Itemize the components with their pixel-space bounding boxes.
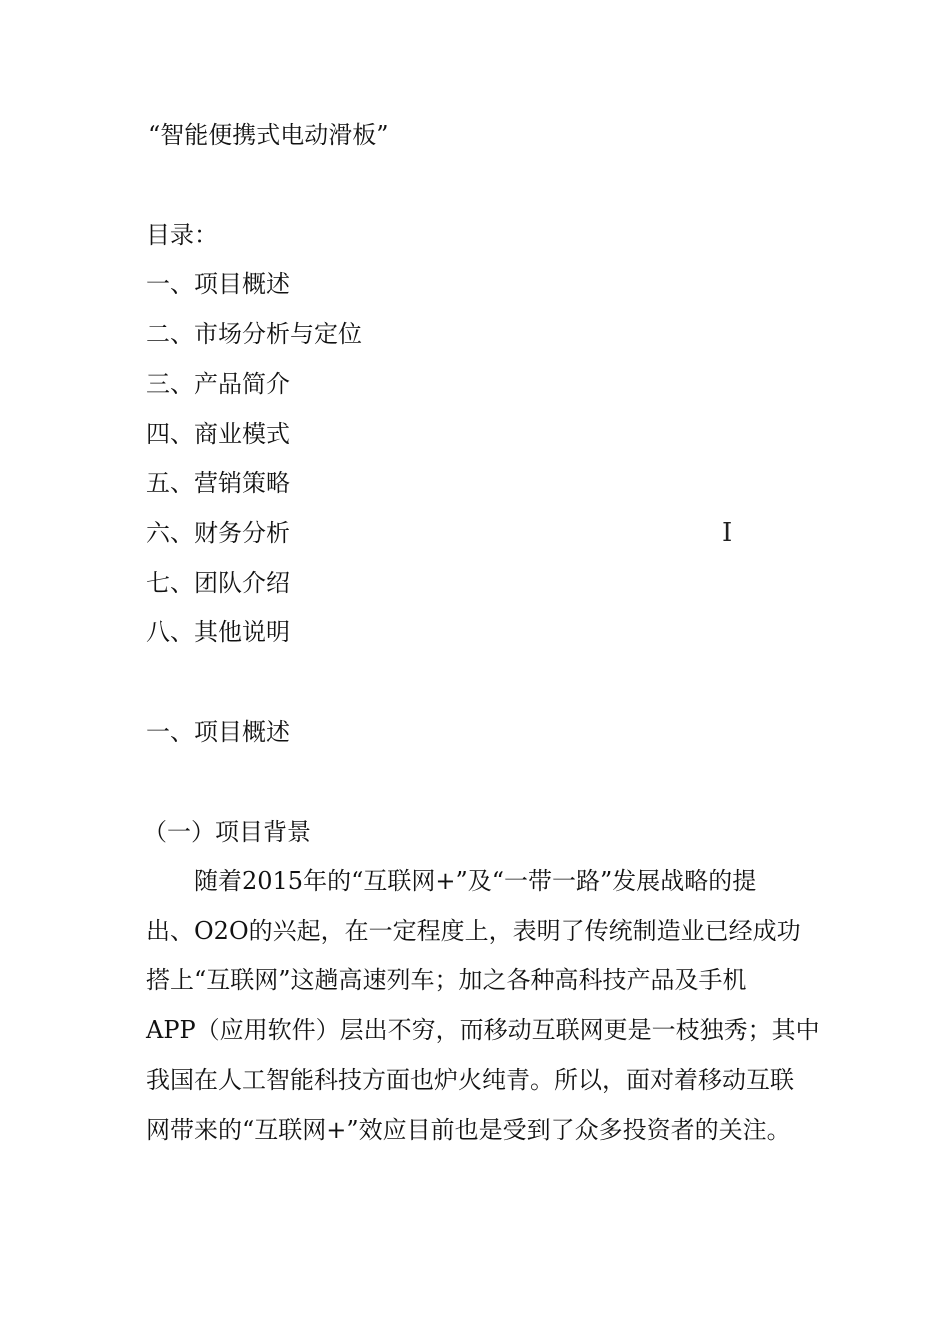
body-paragraph <box>146 857 820 1155</box>
section-heading: 一、项目概述 <box>146 718 290 746</box>
toc-item: 六、财务分析 <box>146 519 290 547</box>
paragraph-line: 出、O2O的兴起，在一定程度上，表明了传统制造业已经成功 <box>146 916 801 945</box>
paragraph-line: 网带来的“互联网+”效应目前也是受到了众多投资者的关注。 <box>146 1115 791 1144</box>
toc-item: 八、其他说明 <box>146 618 290 646</box>
toc-item: 五、营销策略 <box>146 469 290 497</box>
toc-item: 四、商业模式 <box>146 420 290 448</box>
toc-item: 七、团队介绍 <box>146 569 290 597</box>
subsection-heading: （一）项目背景 <box>143 818 311 846</box>
paragraph-line: 我国在人工智能科技方面也炉火纯青。所以，面对着移动互联 <box>146 1065 794 1094</box>
toc-item: 二、市场分析与定位 <box>146 320 362 348</box>
toc-heading: 目录： <box>146 221 218 249</box>
paragraph-line: 随着2015年的“互联网+”及“一带一路”发展战略的提 <box>146 867 757 895</box>
paragraph-line: 搭上“互联网”这趟高速列车；加之各种高科技产品及手机 <box>146 966 747 995</box>
toc-item: 一、项目概述 <box>146 270 290 298</box>
paragraph-line: APP（应用软件）层出不穷，而移动互联网更是一枝独秀；其中 <box>146 1016 820 1045</box>
toc-item: 三、产品简介 <box>146 370 290 398</box>
text-cursor-icon: I <box>722 518 733 548</box>
document-title: “智能便携式电动滑板” <box>148 121 389 149</box>
